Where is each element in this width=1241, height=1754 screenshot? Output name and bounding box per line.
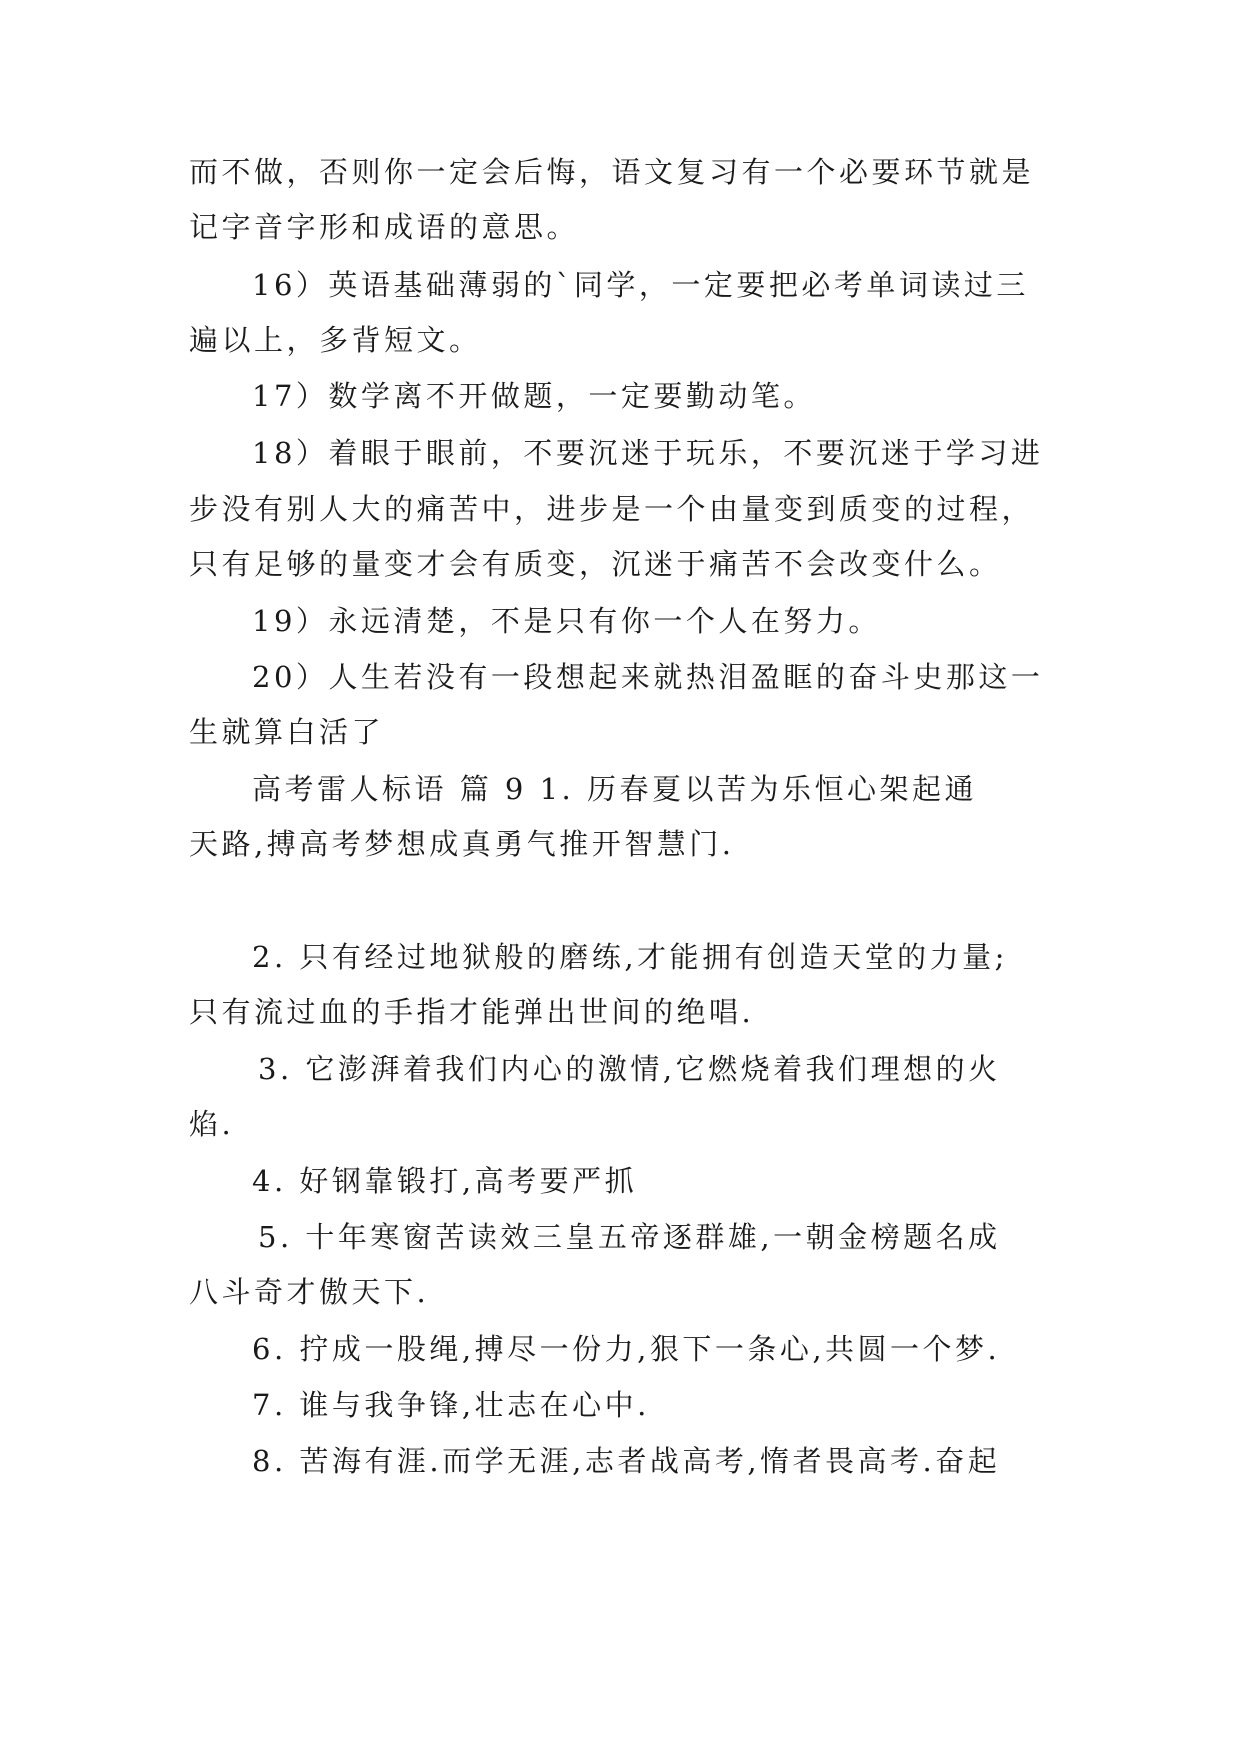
text-line: 5. 十年寒窗苦读效三皇五帝逐群雄,一朝金榜题名成 — [258, 1220, 1001, 1254]
text-line: 遍以上，多背短文。 — [189, 323, 482, 357]
text-line: 而不做，否则你一定会后悔，语文复习有一个必要环节就是 — [189, 155, 1035, 189]
text-line: 2. 只有经过地狱般的磨练,才能拥有创造天堂的力量; — [252, 940, 1008, 974]
text-line: 记字音字形和成语的意思。 — [189, 210, 580, 244]
text-line: 6. 拧成一股绳,搏尽一份力,狠下一条心,共圆一个梦. — [252, 1332, 1001, 1366]
text-line: 天路,搏高考梦想成真勇气推开智慧门. — [189, 827, 735, 861]
text-line: 只有足够的量变才会有质变，沉迷于痛苦不会改变什么。 — [189, 547, 1002, 581]
text-line: 步没有别人大的痛苦中，进步是一个由量变到质变的过程， — [189, 492, 1035, 526]
text-line: 18）着眼于眼前，不要沉迷于玩乐，不要沉迷于学习进 — [252, 436, 1044, 470]
text-line: 生就算白活了 — [189, 715, 385, 749]
text-line: 八斗奇才傲天下. — [189, 1275, 430, 1309]
text-line: 8. 苦海有涯.而学无涯,志者战高考,惰者畏高考.奋起 — [252, 1444, 1001, 1478]
text-line: 7. 谁与我争锋,壮志在心中. — [252, 1388, 650, 1422]
text-line: 4. 好钢靠锻打,高考要严抓 — [252, 1164, 638, 1198]
text-line: 20）人生若没有一段想起来就热泪盈眶的奋斗史那这一 — [252, 660, 1044, 694]
text-line: 3. 它澎湃着我们内心的激情,它燃烧着我们理想的火 — [258, 1052, 1001, 1086]
text-line: 只有流过血的手指才能弹出世间的绝唱. — [189, 995, 755, 1029]
section-heading-line: 高考雷人标语 篇 9 1. 历春夏以苦为乐恒心架起通 — [252, 772, 977, 806]
text-line: 19）永远清楚，不是只有你一个人在努力。 — [252, 604, 881, 638]
text-line: 焰. — [189, 1107, 235, 1141]
text-line: 16）英语基础薄弱的`同学，一定要把必考单词读过三 — [252, 268, 1029, 302]
text-line: 17）数学离不开做题，一定要勤动笔。 — [252, 379, 816, 413]
